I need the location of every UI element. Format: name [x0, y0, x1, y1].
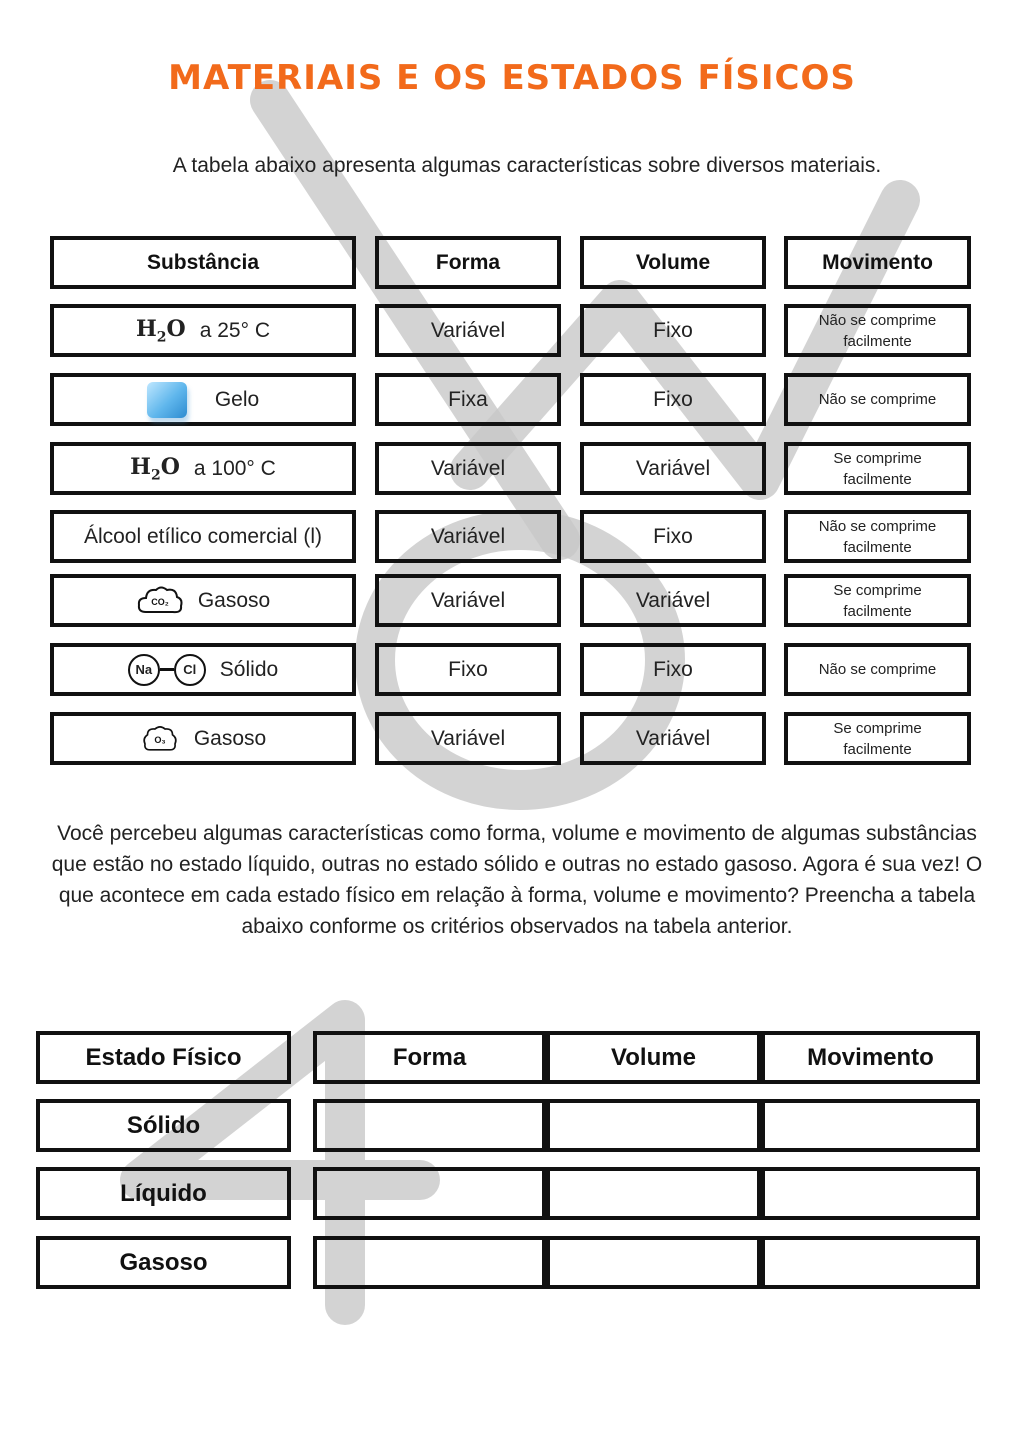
substance-cell [50, 442, 356, 495]
header-estado-fisico: Estado Físico [36, 1031, 291, 1084]
forma-cell: Fixo [375, 643, 561, 696]
co2-formula-label: CO₂ [151, 596, 169, 607]
volume-answer-field[interactable] [546, 1167, 761, 1220]
movimento-cell: Se comprime facilmente [784, 442, 971, 495]
header-substancia: Substância [50, 236, 356, 289]
na-atom-label: Na [128, 654, 160, 686]
header-movimento: Movimento [761, 1031, 980, 1084]
forma-answer-field[interactable] [313, 1236, 546, 1289]
movimento-cell: Se comprime facilmente [784, 574, 971, 627]
estado-solido-label: Sólido [36, 1099, 291, 1152]
substance-cell [50, 510, 356, 563]
substance-label: Gelo [214, 387, 260, 411]
substance-label: Gasoso [197, 588, 271, 612]
movimento-answer-field[interactable] [761, 1236, 980, 1289]
substance-label: a 25° C [199, 318, 270, 342]
o3-cloud-icon [140, 722, 180, 756]
volume-cell: Fixo [580, 304, 766, 357]
o3-formula-label: O₃ [154, 734, 166, 745]
forma-answer-field[interactable] [313, 1099, 546, 1152]
volume-cell: Variável [580, 574, 766, 627]
volume-cell: Variável [580, 712, 766, 765]
nacl-molecule-icon [128, 654, 206, 686]
movimento-cell: Não se comprime facilmente [784, 304, 971, 357]
estado-liquido-label: Líquido [36, 1167, 291, 1220]
forma-answer-field[interactable] [313, 1167, 546, 1220]
h2o-formula-icon: $H_2O$ [136, 315, 186, 346]
forma-cell: Variável [375, 510, 561, 563]
substance-cell [50, 304, 356, 357]
intro-text: A tabela abaixo apresenta algumas características sobre diversos materiais. [172, 154, 882, 177]
volume-answer-field[interactable] [546, 1236, 761, 1289]
volume-cell: Fixo [580, 510, 766, 563]
movimento-cell: Não se comprime facilmente [784, 510, 971, 563]
substance-label: Sólido [219, 657, 279, 681]
volume-cell: Fixo [580, 373, 766, 426]
substance-cell [50, 373, 356, 426]
movimento-cell: Se comprime facilmente [784, 712, 971, 765]
volume-cell: Variável [580, 442, 766, 495]
forma-cell: Variável [375, 574, 561, 627]
movimento-answer-field[interactable] [761, 1099, 980, 1152]
movimento-cell: Não se comprime [784, 643, 971, 696]
volume-cell: Fixo [580, 643, 766, 696]
movimento-cell: Não se comprime [784, 373, 971, 426]
header-forma: Forma [313, 1031, 546, 1084]
forma-cell: Variável [375, 304, 561, 357]
co2-cloud-icon [136, 584, 184, 618]
volume-answer-field[interactable] [546, 1099, 761, 1152]
forma-cell: Variável [375, 712, 561, 765]
header-forma: Forma [375, 236, 561, 289]
substance-cell [50, 712, 356, 765]
forma-cell: Variável [375, 442, 561, 495]
cl-atom-label: Cl [174, 654, 206, 686]
h2o-formula-icon: $H_2O$ [130, 453, 180, 484]
page-title: MATERIAIS E OS ESTADOS FÍSICOS [168, 58, 856, 98]
instruction-paragraph: Você percebeu algumas características como forma, volume e movimento de algumas substâncias que estão no estado líquido, outras no estado sólido e outras no estado gasoso. Agora é sua vez! O que acontece em cada estado físico em relação à forma, volume e movimento? Preencha a tabela abaixo conforme os critérios observados na tabela anterior. [51, 822, 983, 938]
movimento-answer-field[interactable] [761, 1167, 980, 1220]
estado-gasoso-label: Gasoso [36, 1236, 291, 1289]
header-movimento: Movimento [784, 236, 971, 289]
substance-label: Álcool etílico comercial (l) [83, 524, 323, 548]
substance-label: a 100° C [193, 456, 276, 480]
header-volume: Volume [546, 1031, 761, 1084]
substance-cell [50, 574, 356, 627]
header-volume: Volume [580, 236, 766, 289]
substance-cell [50, 643, 356, 696]
ice-cube-icon [147, 382, 187, 418]
substance-label: Gasoso [193, 726, 267, 750]
forma-cell: Fixa [375, 373, 561, 426]
